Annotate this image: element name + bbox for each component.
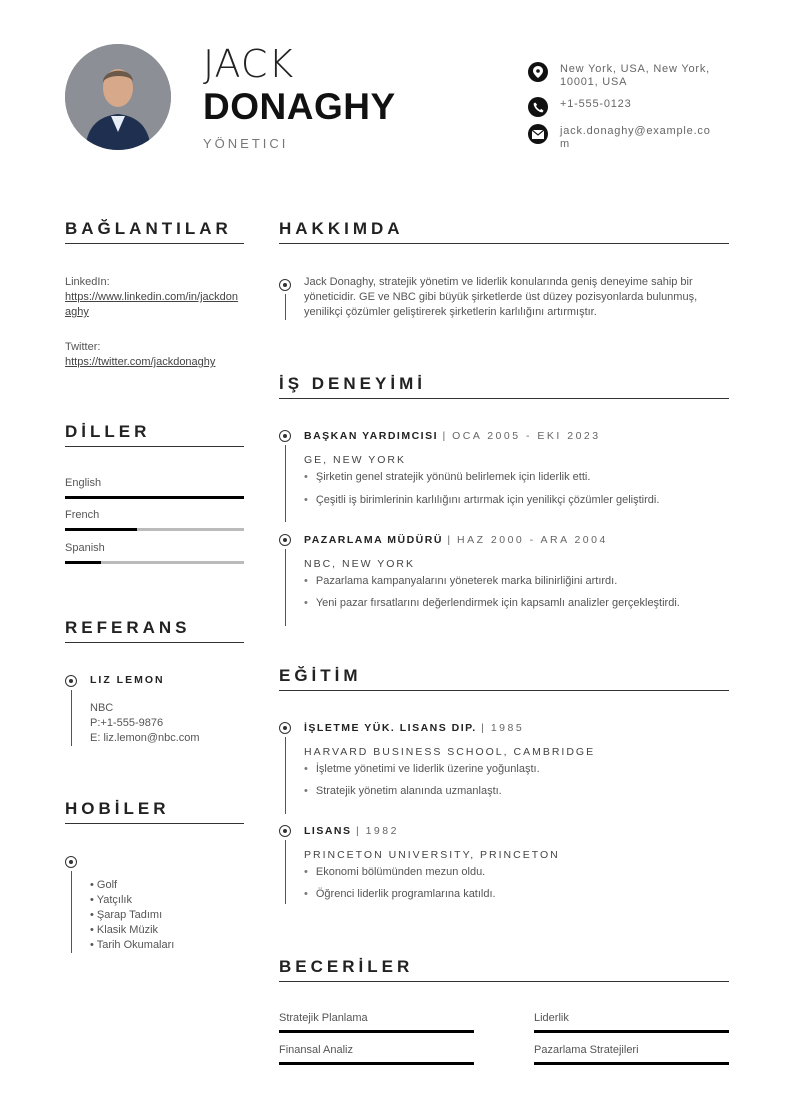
- language-name: English: [65, 477, 102, 489]
- phone-icon: [528, 97, 548, 117]
- first-name: JACK: [203, 42, 295, 86]
- divider: [65, 243, 244, 244]
- timeline-line: [71, 871, 72, 953]
- last-name: DONAGHY: [203, 86, 396, 127]
- hobby-item: • Şarap Tadımı: [90, 909, 163, 921]
- skill-item: [534, 1044, 729, 1065]
- education-bullet: • Stratejik yönetim alanında uzmanlaştı.: [304, 785, 502, 797]
- timeline-line: [285, 445, 286, 522]
- education-date: 1985: [490, 722, 525, 734]
- divider: [279, 243, 729, 244]
- job-company: NBC, NEW YORK: [304, 558, 415, 570]
- timeline-dot-icon: [65, 675, 77, 687]
- skill-bar: [534, 1030, 729, 1033]
- reference-company: NBC: [90, 702, 114, 714]
- skill-bar: [279, 1062, 474, 1065]
- email-text: jack.donaghy@example.com: [560, 125, 711, 150]
- section-title-connections: BAĞLANTILAR: [65, 219, 232, 238]
- contact-address: [528, 63, 728, 89]
- timeline-dot-icon: [279, 430, 291, 442]
- hobby-item: • Tarih Okumaları: [90, 939, 175, 951]
- phone-text: +1-555-0123: [560, 98, 632, 110]
- timeline-line: [285, 840, 286, 904]
- skill-bar-fill: [534, 1030, 729, 1033]
- job-company: GE, NEW YORK: [304, 454, 406, 466]
- job-title: BAŞKAN YARDIMCISI: [304, 430, 439, 442]
- education-bullet: • Öğrenci liderlik programlarına katıldı.: [304, 888, 496, 900]
- profile-photo: [65, 44, 171, 150]
- job-heading: PAZARLAMA MÜDÜRÜ | HAZ 2000 - ARA 2004: [304, 534, 608, 546]
- job-date: HAZ 2000 - ARA 2004: [456, 534, 608, 546]
- language-item: [65, 542, 244, 564]
- timeline-dot-icon: [65, 856, 77, 868]
- email-icon: [528, 124, 548, 144]
- timeline-line: [285, 294, 286, 320]
- job-role: YÖNETICI: [203, 136, 289, 151]
- skill-item: [534, 1012, 729, 1033]
- skill-item: [279, 1044, 474, 1065]
- skill-name: Stratejik Planlama: [279, 1012, 368, 1024]
- language-item: [65, 477, 244, 499]
- job-bullet: • Pazarlama kampanyalarını yöneterek marka bilinirliğini artırdı.: [304, 575, 617, 587]
- education-title: İŞLETME YÜK. LISANS DIP.: [304, 722, 477, 734]
- timeline-dot-icon: [279, 722, 291, 734]
- job-heading: BAŞKAN YARDIMCISI | OCA 2005 - EKI 2023: [304, 430, 601, 442]
- linkedin-link[interactable]: https://www.linkedin.com/in/jackdonaghy: [65, 291, 239, 318]
- education-heading: LISANS | 1982: [304, 825, 399, 837]
- timeline-dot-icon: [279, 534, 291, 546]
- job-title: PAZARLAMA MÜDÜRÜ: [304, 534, 443, 546]
- education-title: LISANS: [304, 825, 352, 837]
- skill-name: Liderlik: [534, 1012, 569, 1024]
- location-pin-icon: [528, 62, 548, 82]
- divider: [65, 446, 244, 447]
- education-school: HARVARD BUSINESS SCHOOL, CAMBRIDGE: [304, 746, 596, 758]
- person-photo-icon: [65, 44, 171, 150]
- section-title-skills: BECERİLER: [279, 957, 414, 976]
- section-title-hobbies: HOBİLER: [65, 799, 170, 818]
- job-bullet: • Çeşitli iş birimlerinin karlılığını artırmak için yenilikçi çözümler geliştirdi.: [304, 494, 659, 506]
- connection-twitter: [65, 340, 244, 370]
- education-bullet: • Ekonomi bölümünden mezun oldu.: [304, 866, 485, 878]
- language-bar: [65, 528, 244, 531]
- skill-name: Finansal Analiz: [279, 1044, 353, 1056]
- language-bar-fill: [65, 528, 137, 531]
- divider: [279, 981, 729, 982]
- reference-email: E: liz.lemon@nbc.com: [90, 732, 200, 744]
- education-heading: İŞLETME YÜK. LISANS DIP. | 1985: [304, 722, 525, 734]
- job-bullet: • Şirketin genel stratejik yönünü belirlemek için liderlik etti.: [304, 471, 590, 483]
- divider: [279, 398, 729, 399]
- skill-bar-fill: [279, 1030, 474, 1033]
- divider: [65, 823, 244, 824]
- hobby-list: [90, 878, 174, 953]
- twitter-label: Twitter:: [65, 341, 101, 353]
- section-title-experience: İŞ DENEYİMİ: [279, 374, 426, 393]
- timeline-line: [71, 690, 72, 746]
- reference-name: LIZ LEMON: [90, 674, 165, 686]
- timeline-dot-icon: [279, 825, 291, 837]
- language-item: [65, 509, 244, 531]
- address-text: New York, USA, New York, 10001, USA: [560, 63, 711, 88]
- job-bullet: • Yeni pazar fırsatlarını değerlendirmek için kapsamlı analizler gerçekleştirdi.: [304, 597, 680, 609]
- skill-name: Pazarlama Stratejileri: [534, 1044, 639, 1056]
- section-title-languages: DİLLER: [65, 422, 151, 441]
- language-bar-fill: [65, 561, 101, 564]
- hobby-item: • Yatçılık: [90, 894, 132, 906]
- section-title-about: HAKKIMDA: [279, 219, 404, 238]
- reference-phone: P:+1-555-9876: [90, 717, 164, 729]
- education-bullet: • İşletme yönetimi ve liderlik üzerine yoğunlaştı.: [304, 763, 540, 775]
- education-date: 1982: [365, 825, 399, 837]
- contact-phone: [528, 98, 728, 117]
- timeline-dot-icon: [279, 279, 291, 291]
- reference-details: [90, 701, 200, 746]
- language-name: French: [65, 509, 100, 521]
- skill-bar: [534, 1062, 729, 1065]
- hobby-item: • Klasik Müzik: [90, 924, 159, 936]
- section-title-references: REFERANS: [65, 618, 191, 637]
- language-bar: [65, 561, 244, 564]
- about-text: Jack Donaghy, stratejik yönetim ve liderlik konularında geniş deneyime sahip bir yöneticidir. GE ve NBC gibi büyük şirketlerde üst düzey pozisyonlarda bulunmuş, yenilikçi çözümler geliştirerek şirketlerin karlılığını artırmıştır.: [304, 276, 698, 318]
- divider: [279, 690, 729, 691]
- twitter-link[interactable]: https://twitter.com/jackdonaghy: [65, 356, 216, 368]
- divider: [65, 642, 244, 643]
- skill-item: [279, 1012, 474, 1033]
- education-school: PRINCETON UNIVERSITY, PRINCETON: [304, 849, 560, 861]
- linkedin-label: LinkedIn:: [65, 276, 110, 288]
- timeline-line: [285, 549, 286, 626]
- skill-bar-fill: [534, 1062, 729, 1065]
- timeline-line: [285, 737, 286, 814]
- section-title-education: EĞİTİM: [279, 666, 362, 685]
- job-date: OCA 2005 - EKI 2023: [452, 430, 601, 442]
- language-bar-fill: [65, 496, 244, 499]
- hobby-item: • Golf: [90, 879, 118, 891]
- language-bar: [65, 496, 244, 499]
- contact-email: [528, 125, 728, 151]
- connection-linkedin: [65, 275, 244, 320]
- skill-bar-fill: [279, 1062, 474, 1065]
- skill-bar: [279, 1030, 474, 1033]
- language-name: Spanish: [65, 542, 105, 554]
